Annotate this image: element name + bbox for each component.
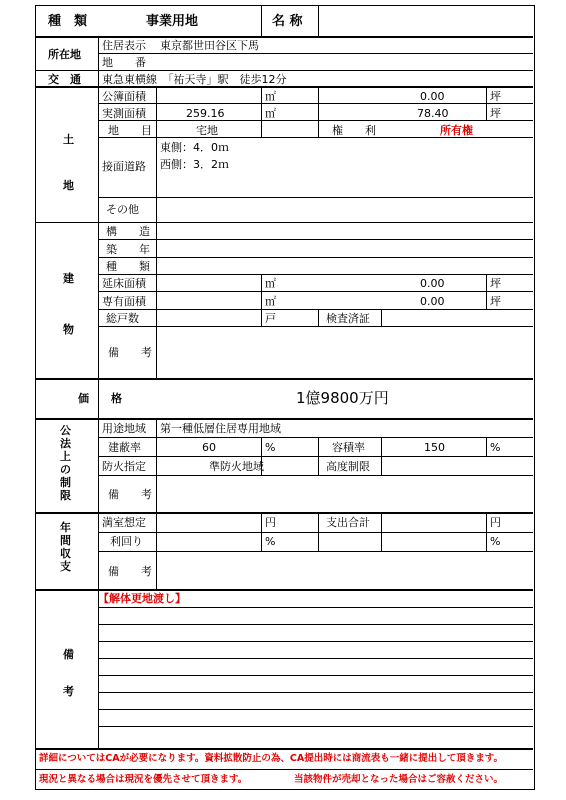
built-year-label: 築 年 — [106, 243, 150, 256]
lot-label: 地 番 — [102, 56, 146, 69]
rights-label: 権 利 — [332, 124, 376, 137]
income-remarks-label: 備 考 — [108, 565, 152, 578]
far-value: 150 — [424, 441, 445, 454]
name-label: 名 称 — [272, 14, 303, 29]
building-label-top: 建 — [63, 272, 74, 285]
exclusive-tsubo-unit: 坪 — [490, 295, 501, 308]
zoning-value: 第一種低層住居専用地域 — [160, 422, 281, 435]
coverage-value: 60 — [202, 441, 216, 454]
measured-tsubo: 78.40 — [417, 107, 449, 120]
yield-percent-right: % — [490, 535, 501, 548]
building-label-bottom: 物 — [63, 323, 74, 336]
floor-tsubo: 0.00 — [420, 277, 445, 290]
fire-label: 防火指定 — [102, 460, 146, 473]
traffic-label: 交 通 — [48, 73, 81, 86]
exclusive-area-label: 専有面積 — [102, 295, 146, 308]
units-unit: 戸 — [265, 312, 276, 325]
land-other-label: その他 — [106, 203, 139, 216]
regulations-remarks-label: 備 考 — [108, 488, 152, 501]
remarks-label-top: 備 — [63, 648, 74, 661]
structure-label: 構 造 — [106, 225, 150, 238]
regulations-label: 公 法 上 の 制 限 — [60, 424, 71, 502]
floor-area-label: 延床面積 — [102, 277, 146, 290]
coverage-label: 建蔽率 — [108, 441, 141, 454]
location-label: 所在地 — [48, 48, 81, 61]
price-value: 1億9800万円 — [296, 389, 389, 407]
floor-tsubo-unit: 坪 — [490, 277, 501, 290]
measured-area-unit: ㎡ — [265, 107, 276, 120]
registry-area-label: 公簿面積 — [102, 90, 146, 103]
road-east: 東側：4．0ｍ — [160, 141, 229, 154]
road-label: 接面道路 — [102, 160, 146, 173]
exclusive-tsubo: 0.00 — [420, 295, 445, 308]
coverage-percent: % — [265, 441, 276, 454]
far-percent: % — [490, 441, 501, 454]
fire-value: 準防火地域 — [209, 460, 264, 473]
footer-note-2a: 現況と異なる場合は現況を優先させて頂きます。 — [39, 774, 248, 785]
building-remarks-label: 備 考 — [108, 346, 152, 359]
measured-area-value: 259.16 — [186, 107, 225, 120]
rights-value: 所有権 — [440, 124, 473, 137]
units-label: 総戸数 — [106, 312, 139, 325]
footer-note-1: 詳細についてはCAが必要になります。資料拡散防止の為、CA提出時には商流表も一緒に提出して頂きます。 — [39, 753, 503, 764]
property-sheet — [35, 5, 535, 790]
measured-tsubo-unit: 坪 — [490, 107, 501, 120]
registry-tsubo-unit: 坪 — [490, 90, 501, 103]
yield-label: 利回り — [110, 535, 143, 548]
remarks-label-bottom: 考 — [63, 685, 74, 698]
height-label: 高度制限 — [326, 460, 370, 473]
exclusive-area-unit: ㎡ — [265, 295, 276, 308]
registry-area-unit: ㎡ — [265, 90, 276, 103]
footer-note-2b: 当該物件が売却となった場合はご容赦ください。 — [294, 774, 504, 785]
expense-yen: 円 — [490, 516, 501, 529]
building-type-label: 種 類 — [106, 260, 150, 273]
inspection-label: 検査済証 — [326, 312, 370, 325]
income-label: 年 間 収 支 — [60, 521, 71, 573]
far-label: 容積率 — [332, 441, 365, 454]
land-label-bottom: 地 — [63, 179, 74, 192]
floor-area-unit: ㎡ — [265, 277, 276, 290]
full-occupancy-yen: 円 — [265, 516, 276, 529]
type-label: 種 類 — [48, 14, 88, 29]
road-west: 西側：3．2ｍ — [160, 158, 229, 171]
traffic-value: 東急東横線 「祐天寺」駅 徒歩12分 — [102, 73, 287, 86]
land-category-value: 宅地 — [196, 124, 218, 137]
yield-percent: % — [265, 535, 276, 548]
expense-label: 支出合計 — [326, 516, 370, 529]
land-label-top: 土 — [63, 133, 74, 146]
remarks-first-line: 【解体更地渡し】 — [98, 592, 186, 605]
address-value: 東京都世田谷区下馬 — [160, 39, 259, 52]
price-label: 価 格 — [78, 392, 122, 405]
land-category-label: 地 目 — [108, 124, 152, 137]
type-value: 事業用地 — [146, 14, 199, 29]
registry-tsubo: 0.00 — [420, 90, 445, 103]
full-occupancy-label: 満室想定 — [102, 516, 146, 529]
address-label: 住居表示 — [102, 39, 146, 52]
measured-area-label: 実測面積 — [102, 107, 146, 120]
zoning-label: 用途地域 — [102, 422, 146, 435]
